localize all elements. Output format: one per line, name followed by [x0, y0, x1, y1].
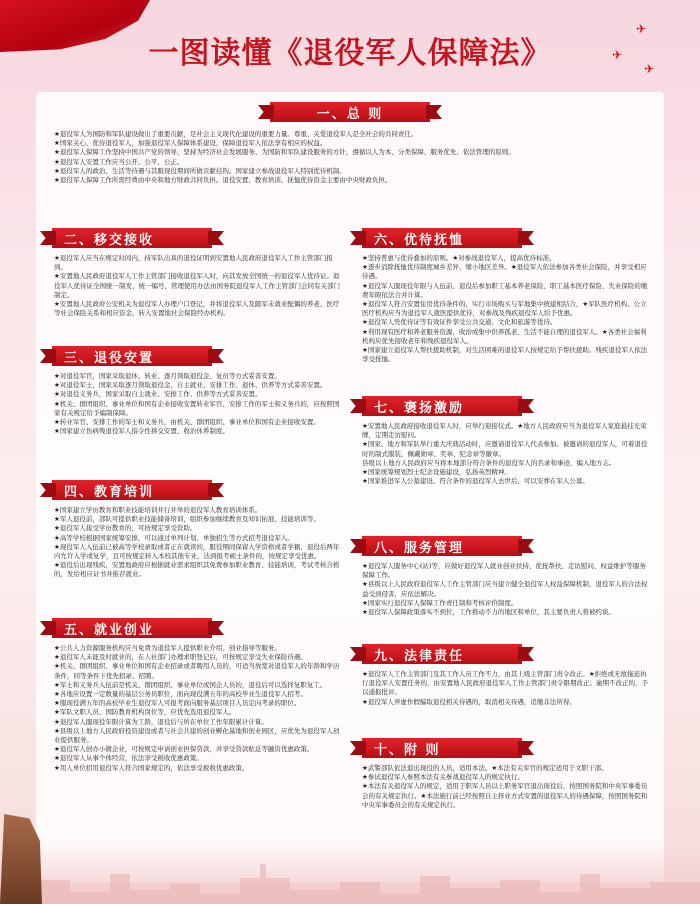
section-heading-supplementary: 十、附 则: [362, 738, 522, 758]
section-heading-liability: 九、法律责任: [362, 644, 522, 664]
list-item: ★退役军人服务中心(站)等，应做好退役军人就业创业扶持、优抚帮扶、走访慰问、权益维护等服务保障工作。: [362, 562, 646, 580]
list-item: ★国家统筹规划烈士纪念设施建设，弘扬英烈精神。: [362, 468, 511, 477]
section-body-supplementary: [362, 764, 652, 810]
list-item: ★退役军人接受学历教育的，可按规定享受资助。: [54, 524, 197, 533]
list-item: ★武警部队依法退出现役的人员，适用本法。★本法有关军官的规定适用于文职干部。: [362, 764, 608, 772]
list-item: ★安置地人民政府接收退役军人时，应举行迎接仪式。★地方人民政府应当为退役军人家庭悬挂光荣牌，定期走访慰问。: [362, 422, 647, 440]
list-item: ★退役军人的政治、生活等待遇与其服现役期间所做贡献挂钩。国家建立参战退役军人特别优待机制。: [54, 166, 346, 175]
section-body-general: [54, 130, 648, 185]
list-item: ★退役军人保障工作坚持中国共产党的领导，坚持为经济社会发展服务、为国防和军队建设服务的方针，遵循以人为本、分类保障、服务优先、依法管理的原则。: [54, 148, 515, 157]
section-heading-preferential: 六、优待抚恤: [362, 228, 522, 248]
list-item: ★国家建立学历教育和职业技能培训并行并举的退役军人教育培训体系。: [54, 506, 262, 514]
list-item: ★对退役军官，国家采取退休、转业、逐月领取退役金、复员等方式妥善安置。: [54, 372, 281, 380]
list-item: 县级以上地方人民政府应当将本地部分符合条件的退役军人的名录和事迹，编入地方志。: [362, 458, 616, 467]
list-item: ★县级以上人民政府退役军人工作主管部门应当建立健全退役军人权益保障机制，退役军人的合法权益受到侵害，应依法解决。: [362, 580, 648, 598]
list-item: ★公共人力资源服务机构应当免费为退役军人提供职业介绍、创业指导等服务。: [54, 644, 281, 652]
section-body-service: [362, 562, 652, 617]
list-item: ★服现役满五年的高校毕业生退役军人可报考面向服务基层项目人员定向考录的职位。: [54, 699, 301, 708]
list-item: ★军队文职人员、国防教育机构岗位等，应优先选用退役军人。: [54, 708, 236, 717]
section-body-preferential: [362, 254, 652, 364]
page-title: 一图读懂《退役军人保障法》: [148, 36, 552, 71]
section-body-liability: [362, 670, 652, 707]
city-skyline-decoration: [0, 844, 700, 904]
list-item: ★军士和义务兵入伍前是机关、群团组织、事业单位或国企人员的，退役后可以选择复职复工。: [54, 680, 327, 689]
list-item: ★退役军人未能及时就业的，在人社部门办理求职登记后，可按规定享受失业保险待遇。: [54, 653, 307, 662]
list-item: ★对退役义务兵，国家采取自主就业、安排工作、供养等方式妥善安置。: [54, 390, 262, 399]
list-item: ★退役军人保障工作所需经费由中央和地方财政共同负担。退役安置、教育培训、抚恤优待资金主要由中央财政负担。: [54, 176, 392, 185]
list-item: ★高等学校根据国家统筹安排，可以通过单列计划、单独招生等方式招考退役军人。: [54, 533, 294, 542]
section-heading-education: 四、教育培训: [52, 480, 212, 500]
list-item: ★各地应设置一定数量的基层公务员职位，面向现役满五年的高校毕业生退役军人招考。: [54, 690, 307, 699]
list-item: ★县级以上地方人民政府投资建设或者与社会共建的创业孵化基地和创业园区，应优先为退役军人创业提供服务。: [54, 726, 340, 745]
list-item: ★安置地人民政府公安机关为退役军人办理户口登记，并将退役军人及随军未就业配偶的养老、医疗等社会保险关系和相应资金，转入安置地社会保险经办机构。: [54, 300, 340, 318]
section-body-education: [54, 506, 344, 580]
list-item: ★参试退役军人参照本法有关参战退役军人的规定执行。: [362, 773, 524, 782]
section-heading-general: 一、总 则: [270, 102, 430, 122]
list-item: ★机关、群团组织、事业单位和国有企业接收安置转业军官、安排工作的军士和义务兵的，应按照国家有关规定给予编制保障。: [54, 399, 340, 417]
list-item: ★国家、地方和军队举行重大庆典活动时，应邀请退役军人代表参加。被邀请的退役军人，可着退役时的制式服装，佩戴勋章、奖章、纪念章等徽章。: [362, 440, 648, 458]
list-item: ★对退役军士，国家采取逐月领取退役金、自主就业、安排工作、退休、供养等方式妥善安置。: [54, 381, 327, 390]
list-item: ★退役军人为国防和军队建设做出了重要贡献，是社会主义现代化建设的重要力量。尊重、关爱退役军人是全社会的共同责任。: [54, 130, 418, 138]
section-heading-transfer: 二、移交接收: [52, 228, 212, 248]
content-card: [36, 92, 664, 882]
list-item: ★退役军人凭优待证等有效证件享受公共交通、文化和旅游等优待。: [362, 318, 557, 327]
list-item: ★国家推进军人公墓建设。符合条件的退役军人去世后，可以安葬在军人公墓。: [362, 477, 589, 486]
section-body-placement: [54, 372, 344, 436]
list-item: ★本法有关退役军人的规定，适用于职军人员以上职务军官退出现役后，按照国务院和中央军事委员会的有关规定执行。★本法施行前已经按照自主择业方式安置的退役军人的待遇保障，按照国务院和中央军事委员会的有关规定执行。: [362, 782, 648, 809]
list-item: ★退役军人应当在规定时间内，持军队出具的退役证明到安置地人民政府退役军人工作主管部门报到。: [54, 254, 333, 272]
section-body-transfer: [54, 254, 344, 318]
list-item: ★退役军人保障政策落实不到位，工作推动不力的地区和单位，其主要负责人将被约谈。: [362, 608, 615, 617]
list-item: ★退役军人服现役年限与入伍前、退役后参加职工基本养老保险、职工基本医疗保险、失业保险的缴费年限依法合并计算。: [362, 281, 648, 299]
list-item: ★退役军人创办小微企业，可按规定申请创业担保贷款，并享受贷款贴息等融资优惠政策。: [54, 745, 314, 754]
list-item: ★国家关心、优待退役军人，加强退役军人保障体系建设，保障退役军人依法享有相应的权益。: [54, 139, 327, 148]
list-item: ★退役军人弄虚作假骗取退役相关待遇的，取消相关待遇，追缴非法所得。: [362, 697, 576, 706]
list-item: ★机关、群团组织、事业单位和国有企业招录或者聘用人员的，可适当放宽对退役军人的年龄和学历条件，同等条件下优先招录、招聘。: [54, 662, 340, 680]
section-heading-employment: 五、就业创业: [52, 618, 212, 638]
section-body-employment: [54, 644, 344, 773]
list-item: ★退役军人安置工作应当公开、公平、公正。: [54, 157, 184, 166]
list-item: ★坚持普惠与优待叠加的原则。★对参战退役军人，提高优待标准。: [362, 254, 556, 262]
list-item: ★逐步消除抚恤优待制度城乡差异、缩小地区差异。★退役军人依法参加各类社会保险，并享受相应待遇。: [362, 263, 647, 281]
list-item: ★退役军人服现役年限计算为工龄，退役后与所在单位工作年限累计计算。: [54, 717, 268, 726]
doves-decoration: ✈ ✈ ✈: [612, 22, 655, 76]
list-item: ★安置地人民政府退役军人工作主管部门接收退役军人时，向其发放全国统一的退役军人优待证。退役军人优待证全国统一制发、统一编号，管理使用办法由国务院退役军人工作主管部门会同有关部门制定。: [54, 272, 340, 299]
list-item: ★军人退役前，部队可提供职业技能储备培训，组织参加继续教育及知识拓展、技能培训等。: [54, 515, 320, 524]
list-item: ★退役军人符合安置住房优待条件的，实行市场购买与军地集中统建相结合，★军队医疗机构、公立医疗机构应当为退役军人就医提供优待，对参战及残疾退役军人给予优惠。: [362, 300, 647, 318]
list-item: ★国家建立伤病残退役军人指令性移交安置、收治休养制度。: [54, 427, 229, 436]
section-heading-placement: 三、退役安置: [52, 346, 212, 366]
section-heading-commendation: 七、褒扬激励: [362, 396, 522, 416]
list-item: ★现役军人入伍前已被高等学校录取或者正在就读的，服役期间保留入学资格或者学籍，退役后两年内允许入学或复学，且可按规定转入本校其他专业，达到报考硕士条件的，按规定享受优惠。: [54, 542, 340, 561]
list-item: ★转业军官、安排工作的军士和义务兵，由机关、群团组织、事业单位和国有企业接收安置。: [54, 418, 320, 427]
list-item: ★退役军人从事个体经营，依法享受税收优惠政策。: [54, 754, 203, 763]
section-body-commendation: [362, 422, 652, 486]
section-heading-service: 八、服务管理: [362, 536, 522, 556]
list-item: ★退役军人工作主管部门及其工作人员工作不力，由其上级主管部门责令改正。★拒绝或无故拖延执行退役军人安置任务的，由安置地人民政府退役军人工作主管部门责令限期改正；逾期不改正的，予以通报批评。: [362, 670, 648, 697]
list-item: ★国家实行退役军人保障工作责任制和考核评价制度。: [362, 598, 518, 607]
list-item: ★退役后出现残疾，安置地政府应根据就业需求组织其免费参加职业教育、技能培训，考试考核合格的，发给相应证书并推荐就业。: [54, 561, 340, 579]
list-item: ★用人单位招用退役军人符合国家规定的，依法享受税收优惠政策。: [54, 763, 249, 772]
list-item: ★国家建立退役军人帮扶援助机制，对生活困难的退役军人按规定给予帮扶援助。残疾退役军人依法享受抚恤。: [362, 346, 648, 364]
list-item: ★利用现有医疗和养老服务资源，收治或集中供养孤老、生活不能自理的退役军人。★各类社会福利机构应优先接收老年和残疾退役军人。: [362, 327, 647, 345]
